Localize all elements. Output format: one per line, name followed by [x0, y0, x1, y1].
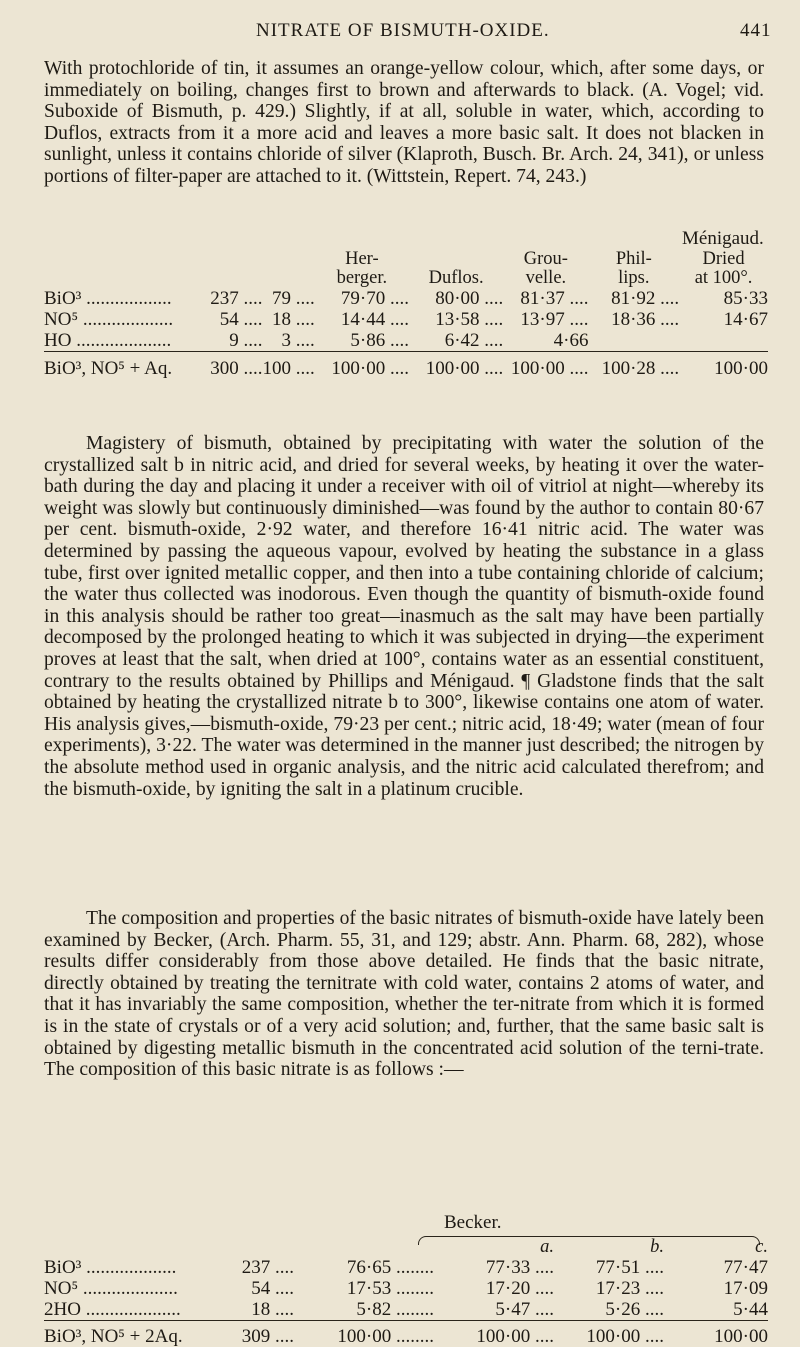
cell: 100·00 — [679, 352, 768, 380]
table-row — [44, 1257, 768, 1278]
cell: 100·00 ........ — [294, 1321, 434, 1347]
cell: 13·97 .... — [503, 309, 588, 330]
cell: 100·00 .... — [554, 1321, 664, 1347]
cell: 77·47 — [664, 1257, 768, 1278]
table-row — [44, 288, 768, 309]
table-row — [44, 309, 768, 330]
cell: 76·65 ........ — [294, 1257, 434, 1278]
cell: 79 .... — [262, 288, 314, 309]
cell: 237 .... — [224, 1257, 294, 1278]
row-label: HO .................... — [44, 330, 210, 352]
row-label: BiO³ ................... — [44, 1257, 224, 1278]
row-label: BiO³ .................. — [44, 288, 210, 309]
cell: 80·00 .... — [409, 288, 503, 309]
table-header-row — [44, 250, 768, 288]
cell: 17·53 ........ — [294, 1278, 434, 1299]
cell — [588, 330, 679, 352]
column-dried: Dried at 100°. — [679, 250, 768, 288]
cell: 17·23 .... — [554, 1278, 664, 1299]
table-total-row — [44, 1321, 768, 1347]
cell: 14·44 .... — [315, 309, 409, 330]
running-title: NITRATE OF BISMUTH-OXIDE. — [256, 20, 550, 42]
page-number: 441 — [740, 20, 772, 42]
menigaud-composition-table — [44, 250, 768, 379]
column-a: a. — [434, 1237, 554, 1257]
cell: 100 .... — [262, 352, 314, 380]
cell: 13·58 .... — [409, 309, 503, 330]
cell: 79·70 .... — [315, 288, 409, 309]
table-row — [44, 330, 768, 352]
table-header-row — [44, 1237, 768, 1257]
cell: 100·00 .... — [434, 1321, 554, 1347]
column-c: c. — [664, 1237, 768, 1257]
table-total-row — [44, 352, 768, 380]
cell: 5·86 .... — [315, 330, 409, 352]
cell: 309 .... — [224, 1321, 294, 1347]
cell: 5·44 — [664, 1299, 768, 1321]
cell: 81·37 .... — [503, 288, 588, 309]
cell: 300 .... — [210, 352, 262, 380]
cell — [679, 330, 768, 352]
column-b: b. — [554, 1237, 664, 1257]
cell: 54 .... — [210, 309, 262, 330]
cell: 18·36 .... — [588, 309, 679, 330]
cell: 100·00 — [664, 1321, 768, 1347]
cell: 100·00 .... — [409, 352, 503, 380]
cell: 5·82 ........ — [294, 1299, 434, 1321]
cell: 14·67 — [679, 309, 768, 330]
table-row — [44, 1299, 768, 1321]
cell: 54 .... — [224, 1278, 294, 1299]
cell: 9 .... — [210, 330, 262, 352]
cell: 4·66 — [503, 330, 588, 352]
cell: 18 .... — [224, 1299, 294, 1321]
cell: 77·33 .... — [434, 1257, 554, 1278]
cell: 17·09 — [664, 1278, 768, 1299]
paragraph-magistery: Magistery of bismuth, obtained by precipitating with water the solution of the crystallized salt b in nitric acid, and dried for several weeks, by heating it over the water-bath during the day and placing it under a receiver with oil of vitriol at night—whereby its weight was slowly but continuously diminished—was found by the author to contain 80·67 per cent. bismuth-oxide, 2·92 water, and therefore 16·41 nitric acid. The water was determined by passing the aqueous vapour, evolved by heating the substance in a glass tube, first over ignited metallic copper, and then into a tube containing chloride of calcium; the water thus collected was inodorous. Even though the quantity of bismuth-oxide found in this analysis should be rather too great—inasmuch as the salt may have been partially decomposed by the prolonged heating to which it was subjected in drying—the experiment proves at least that the salt, when dried at 100°, contains water as an essential constituent, contrary to the results obtained by Phillips and Ménigaud. ¶ Gladstone finds that the salt obtained by heating the crystallized nitrate b to 300°, likewise contains one atom of water. His analysis gives,—bismuth-oxide, 79·23 per cent.; nitric acid, 18·49; water (mean of four experiments), 3·22. The water was determined in the manner just described; the nitrogen by the absolute method used in organic analysis, and the nitric acid calculated therefrom; and the bismuth-oxide, by igniting the salt in a platinum crucible. — [44, 433, 764, 800]
menigaud-label: Ménigaud. — [682, 228, 764, 250]
cell: 100·00 .... — [503, 352, 588, 380]
cell: 77·51 .... — [554, 1257, 664, 1278]
cell: 100·28 .... — [588, 352, 679, 380]
cell: 85·33 — [679, 288, 768, 309]
table-row — [44, 1278, 768, 1299]
row-label: NO⁵ ................... — [44, 309, 210, 330]
cell: 5·26 .... — [554, 1299, 664, 1321]
column-grouvelle: Grou- velle. — [503, 250, 588, 288]
cell: 81·92 .... — [588, 288, 679, 309]
cell: 17·20 .... — [434, 1278, 554, 1299]
paragraph-becker: The composition and properties of the basic nitrates of bismuth-oxide have lately been examined by Becker, (Arch. Pharm. 55, 31, and 129; abstr. Ann. Pharm. 68, 282), whose results differ considerably from those above detailed. He finds that the basic nitrate, directly obtained by treating the ternitrate with cold water, contains 2 atoms of water, and that it has invariably the same composition, whether the ter-nitrate from which it is formed is in the state of crystals or of a very acid solution; and, further, that the same basic salt is obtained by digesting metallic bismuth in the concentrated acid solution of the terni-trate. The composition of this basic nitrate is as follows :— — [44, 908, 764, 1081]
running-header — [0, 20, 800, 44]
row-label: 2HO .................... — [44, 1299, 224, 1321]
cell: 18 .... — [262, 309, 314, 330]
row-label: NO⁵ .................... — [44, 1278, 224, 1299]
cell: 5·47 .... — [434, 1299, 554, 1321]
cell: 6·42 .... — [409, 330, 503, 352]
cell: 100·00 .... — [315, 352, 409, 380]
paragraph-protochloride: With protochloride of tin, it assumes an orange-yellow colour, which, after some days, or immediately on boiling, changes first to brown and afterwards to black. (A. Vogel; vid. Suboxide of Bismuth, p. 429.) Slightly, if at all, soluble in water, which, according to Duflos, extracts from it a more acid and leaves a more basic salt. It does not blacken in sunlight, unless it contains chloride of silver (Klaproth, Busch. Br. Arch. 24, 341), or unless portions of filter-paper are attached to it. (Wittstein, Repert. 74, 243.) — [44, 58, 764, 188]
column-herberger: Her- berger. — [315, 250, 409, 288]
becker-composition-table — [44, 1237, 768, 1347]
column-duflos: Duflos. — [409, 250, 503, 288]
becker-label: Becker. — [444, 1212, 502, 1234]
cell: 3 .... — [262, 330, 314, 352]
row-label: BiO³, NO⁵ + 2Aq. — [44, 1321, 224, 1347]
row-label: BiO³, NO⁵ + Aq. — [44, 352, 210, 380]
column-phillips: Phil- lips. — [588, 250, 679, 288]
cell: 237 .... — [210, 288, 262, 309]
